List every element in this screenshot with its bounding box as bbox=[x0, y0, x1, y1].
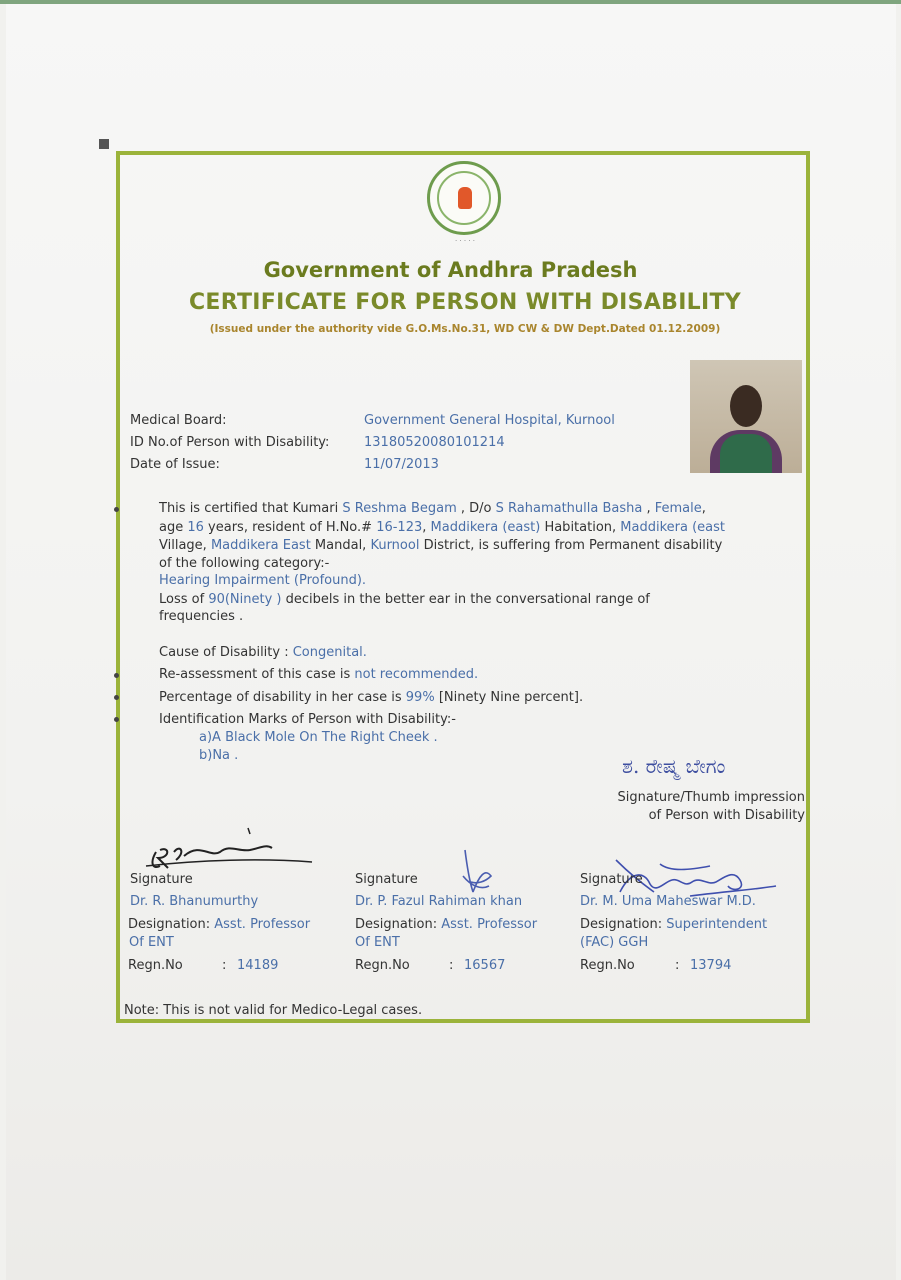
marks-label: Identification Marks of Person with Disability:- bbox=[159, 712, 456, 727]
validity-note: Note: This is not valid for Medico-Legal cases. bbox=[124, 1003, 423, 1018]
cert-line-2: age 16 years, resident of H.No.# 16-123, Maddikera (east) Habitation, Maddikera (east bbox=[159, 520, 725, 535]
margin-dot bbox=[114, 507, 119, 512]
corner-marker bbox=[99, 139, 109, 149]
decibel-loss: 90(Ninety ) bbox=[208, 592, 282, 607]
cause-value: Congenital. bbox=[292, 645, 367, 660]
date-value: 11/07/2013 bbox=[364, 457, 439, 472]
reassessment-line: Re-assessment of this case is not recommended. bbox=[159, 667, 479, 682]
id-value: 13180520080101214 bbox=[364, 435, 505, 450]
sig1-regn-label: Regn.No bbox=[128, 958, 183, 973]
authority-line: (Issued under the authority vide G.O.Ms.No.31, WD CW & DW Dept.Dated 01.12.2009) bbox=[209, 323, 721, 335]
person-signature: ಶ. ರೇಷ್ಮ ಬೇಗಂ bbox=[622, 754, 726, 778]
sig2-designation: Designation: Asst. Professor bbox=[355, 917, 538, 932]
date-label: Date of Issue: bbox=[130, 457, 220, 472]
state-emblem-icon bbox=[427, 161, 501, 235]
reassessment-value: not recommended. bbox=[354, 667, 479, 682]
cause-line: Cause of Disability : Congenital. bbox=[159, 645, 367, 660]
margin-dot bbox=[114, 717, 119, 722]
sig1-regn-sep: : bbox=[222, 958, 227, 973]
sig3-regn-sep: : bbox=[675, 958, 680, 973]
government-title: Government of Andhra Pradesh bbox=[263, 258, 638, 282]
disability-category: Hearing Impairment (Profound). bbox=[159, 573, 367, 588]
medical-board-value: Government General Hospital, Kurnool bbox=[364, 413, 615, 428]
village: Maddikera (east bbox=[620, 520, 725, 535]
gender: Female bbox=[654, 501, 702, 516]
cert-line-4: of the following category:- bbox=[159, 556, 330, 571]
margin-dot bbox=[114, 695, 119, 700]
sig3-regn-label: Regn.No bbox=[580, 958, 635, 973]
sig3-name: Dr. M. Uma Maheswar M.D. bbox=[580, 894, 756, 909]
id-label: ID No.of Person with Disability: bbox=[130, 435, 330, 450]
sig3-designation: Designation: Superintendent bbox=[580, 917, 768, 932]
sig3-regn: 13794 bbox=[690, 958, 732, 973]
house-no: 16-123 bbox=[376, 520, 423, 535]
sig2-name: Dr. P. Fazul Rahiman khan bbox=[355, 894, 523, 909]
person-photo bbox=[690, 360, 802, 473]
emblem-caption: · · · · · bbox=[454, 237, 476, 245]
medical-board-label: Medical Board: bbox=[130, 413, 227, 428]
person-sig-caption-1: Signature/Thumb impression bbox=[617, 790, 805, 805]
margin-dot bbox=[114, 673, 119, 678]
cert-line-1: This is certified that Kumari S Reshma Begam , D/o S Rahamathulla Basha , Female, bbox=[159, 501, 706, 516]
mark-b: b)Na . bbox=[199, 748, 239, 763]
sig2-label: Signature bbox=[355, 872, 418, 887]
percentage-value: 99% bbox=[405, 690, 435, 705]
person-name: S Reshma Begam bbox=[342, 501, 457, 516]
cert-line-7: frequencies . bbox=[159, 609, 244, 624]
sig1-designation: Designation: Asst. Professor bbox=[128, 917, 311, 932]
sig3-label: Signature bbox=[580, 872, 643, 887]
person-sig-caption-2: of Person with Disability bbox=[648, 808, 805, 823]
cert-line-3: Village, Maddikera East Mandal, Kurnool District, is suffering from Permanent disability bbox=[159, 538, 723, 553]
sig2-designation-2: Of ENT bbox=[355, 935, 400, 950]
sig2-regn: 16567 bbox=[464, 958, 506, 973]
cert-line-6: Loss of 90(Ninety ) decibels in the better ear in the conversational range of bbox=[159, 592, 650, 607]
age: 16 bbox=[187, 520, 204, 535]
sig2-regn-label: Regn.No bbox=[355, 958, 410, 973]
sig1-name: Dr. R. Bhanumurthy bbox=[130, 894, 259, 909]
percentage-line: Percentage of disability in her case is 99% [Ninety Nine percent]. bbox=[159, 690, 584, 705]
district: Kurnool bbox=[370, 538, 420, 553]
sig1-label: Signature bbox=[130, 872, 193, 887]
sig3-designation-2: (FAC) GGH bbox=[580, 935, 649, 950]
sig1-designation-2: Of ENT bbox=[129, 935, 174, 950]
sig2-regn-sep: : bbox=[449, 958, 454, 973]
parent-name: S Rahamathulla Basha bbox=[495, 501, 643, 516]
habitation: Maddikera (east) bbox=[430, 520, 541, 535]
certificate-title: CERTIFICATE FOR PERSON WITH DISABILITY bbox=[188, 290, 742, 315]
sig1-regn: 14189 bbox=[237, 958, 279, 973]
mandal: Maddikera East bbox=[210, 538, 311, 553]
mark-a: a)A Black Mole On The Right Cheek . bbox=[199, 730, 438, 745]
